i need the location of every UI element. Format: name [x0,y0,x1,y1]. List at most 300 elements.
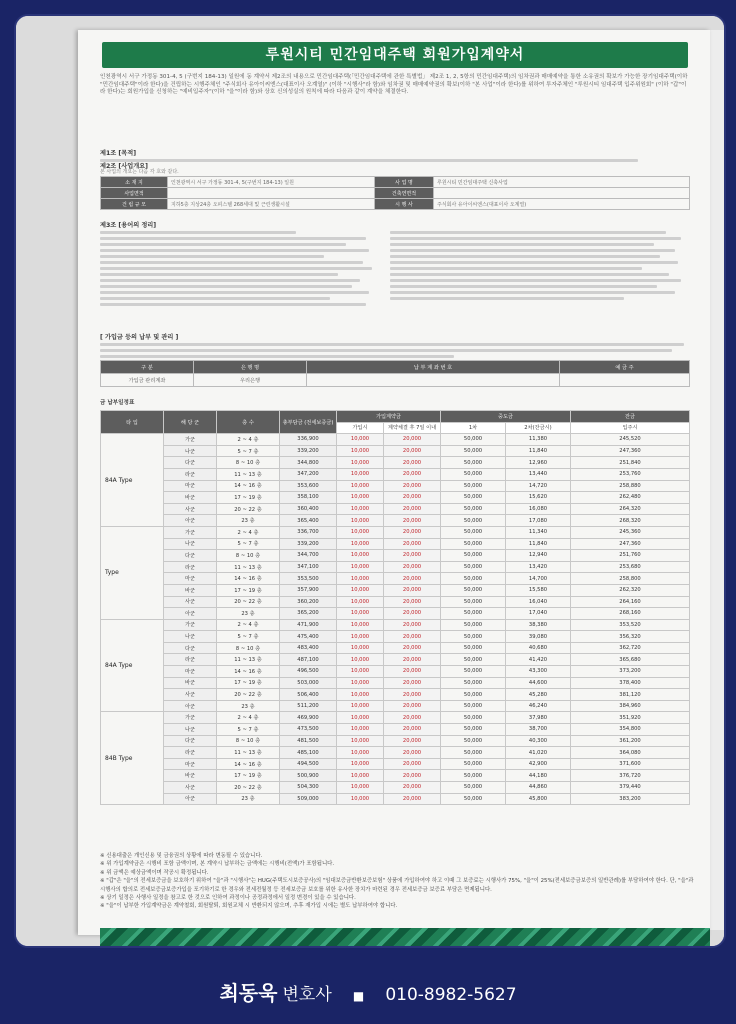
table-cell: 483,400 [280,642,337,654]
table-cell: 사군 [164,782,217,794]
table-cell: 10,000 [337,747,384,759]
account-header: 구 분 [101,361,194,374]
table-cell: 258,800 [571,573,690,585]
table-cell: 353,600 [280,480,337,492]
contract-page [78,30,710,935]
table-cell: 50,000 [441,584,506,596]
table-cell: 15,620 [506,492,571,504]
table-cell: 10,000 [337,782,384,794]
col-header-balance-a: 입주시 [571,422,690,434]
table-cell: 바군 [164,677,217,689]
overview-value: 인천광역시 서구 가정동 301-4, 5(구번지 184-13) 일원 [168,177,375,188]
section-4-body [100,340,690,361]
table-cell: 373,200 [571,666,690,678]
table-cell: 247,360 [571,445,690,457]
table-cell: 11 ~ 13 층 [217,561,280,573]
table-cell: 264,160 [571,596,690,608]
table-cell: 40,680 [506,642,571,654]
table-cell: 14 ~ 16 층 [217,573,280,585]
col-header-mid: 중도금 [441,411,571,423]
table-row [101,526,690,538]
table-cell: 471,900 [280,619,337,631]
table-cell: 20,000 [384,503,441,515]
table-cell: 10,000 [337,689,384,701]
table-cell: 20,000 [384,654,441,666]
table-cell: 247,360 [571,538,690,550]
table-cell: 485,100 [280,747,337,759]
table-cell: 10,000 [337,573,384,585]
table-cell: 10,000 [337,457,384,469]
footer-credit [0,955,736,1015]
table-row [101,573,690,585]
table-cell: 365,680 [571,654,690,666]
table-cell: 12,940 [506,550,571,562]
table-cell: 365,200 [280,608,337,620]
table-cell: 258,880 [571,480,690,492]
table-row [101,724,690,736]
table-cell: 아군 [164,515,217,527]
table-cell: 50,000 [441,550,506,562]
note-item: ※ "을"이 납부한 가입계약금은 계약철회, 회원탈퇴, 회원교체 시 반환되지 않으며, 추후 재가입 시에는 별도 납부하여야 합니다. [100,903,398,910]
section-4-heading: [ 가입금 등의 납부 및 관리 ] [100,334,179,341]
table-cell: 475,400 [280,631,337,643]
table-cell: 43,300 [506,666,571,678]
table-cell: 262,320 [571,584,690,596]
payment-schedule-table [100,410,690,805]
table-cell: 10,000 [337,758,384,770]
table-cell: 20,000 [384,515,441,527]
table-row [101,666,690,678]
table-cell: 10,000 [337,445,384,457]
table-cell: 50,000 [441,526,506,538]
table-cell: 50,000 [441,724,506,736]
table-row [101,515,690,527]
table-row [101,561,690,573]
table-cell: 17 ~ 19 층 [217,677,280,689]
table-cell: 10,000 [337,550,384,562]
table-cell: 5 ~ 7 층 [217,724,280,736]
table-cell: 가군 [164,526,217,538]
table-cell: 42,900 [506,758,571,770]
table-cell: 245,520 [571,434,690,446]
section-1-heading: 제1조 [목적] [100,150,137,157]
table-cell: 262,480 [571,492,690,504]
account-header: 납 부 계 좌 번 호 [307,361,560,374]
section-2-sub: 본 사업의 개요는 다음 각 호와 같다. [100,169,179,175]
table-cell: 라군 [164,654,217,666]
table-cell: 264,320 [571,503,690,515]
table-row [101,735,690,747]
table-cell: 8 ~ 10 층 [217,642,280,654]
table-cell: 14,700 [506,573,571,585]
table-cell: 라군 [164,561,217,573]
table-cell: 가군 [164,434,217,446]
table-cell: 17,080 [506,515,571,527]
lawyer-role: 변호사 [282,985,332,1005]
table-cell: 14 ~ 16 층 [217,758,280,770]
table-cell: 11,840 [506,445,571,457]
table-row [101,654,690,666]
table-cell: 50,000 [441,619,506,631]
table-cell: 20,000 [384,689,441,701]
account-cell [560,374,690,387]
table-cell: 20 ~ 22 층 [217,503,280,515]
section-3-heading: 제3조 [용어의 정리] [100,222,157,229]
table-cell: 20,000 [384,538,441,550]
table-cell: 336,900 [280,434,337,446]
table-cell: 251,840 [571,457,690,469]
note-item: ※ "갑"은 "을"의 전세보증금을 보호하기 위하여 "을"과 "시행사"는 HUG(주택도시보증공사)의 "임대보증금반환보증보험" 상품에 가입하여야 하고 이때 그 보증료는 시행사가 75%, "을"이 25%(전세보증금보증의 일반관례)를 부담하여야 한다. 단, "을"과 시행사의 합의로 전세보증금보증가입을 포기하기로 한 경우와 전세전월정 등 전세보증금 보호를 위한 유사한 장치가 마련된 경우 전세보증금 보증료 부담은 면제됩니다. [100,878,694,893]
table-cell: 13,420 [506,561,571,573]
table-cell: 20,000 [384,468,441,480]
table-cell: 17 ~ 19 층 [217,492,280,504]
col-header-join-a: 가입시 [337,422,384,434]
table-cell: 8 ~ 10 층 [217,457,280,469]
col-header-balance: 잔금 [571,411,690,423]
table-row [101,747,690,759]
note-item: ※ 신용대출은 개인신용 및 금융권의 상황에 따라 변동될 수 있습니다. [100,853,263,859]
table-cell: 20 ~ 22 층 [217,689,280,701]
table-cell: 360,200 [280,596,337,608]
table-cell: 10,000 [337,735,384,747]
table-cell: 20,000 [384,596,441,608]
col-header-type: 타 입 [101,411,164,434]
table-cell: 11 ~ 13 층 [217,654,280,666]
table-cell: 20,000 [384,642,441,654]
table-cell: 10,000 [337,526,384,538]
table-cell: 20,000 [384,480,441,492]
table-cell: 50,000 [441,561,506,573]
col-header-mid-a: 1차 [441,422,506,434]
table-cell: 347,100 [280,561,337,573]
document-title: 루원시티 민간임대주택 회원가입계약서 [265,47,525,63]
account-header: 은 행 명 [194,361,307,374]
table-cell: 10,000 [337,793,384,805]
table-cell: 50,000 [441,642,506,654]
table-cell: 344,700 [280,550,337,562]
col-header-join: 가입계약금 [337,411,441,423]
col-header-mid-b: 2차(잔금시) [506,422,571,434]
table-cell: 20,000 [384,666,441,678]
table-cell: 20,000 [384,724,441,736]
table-cell: 라군 [164,468,217,480]
account-cell [307,374,560,387]
table-cell: 20,000 [384,619,441,631]
lawyer-name: 최동욱 [219,981,278,1005]
table-cell: 365,400 [280,515,337,527]
overview-header: 건 립 규 모 [101,199,168,210]
overview-header: 시 행 사 [375,199,434,210]
decorative-pattern-band [100,928,710,946]
table-cell: 20 ~ 22 층 [217,782,280,794]
table-cell: 20,000 [384,561,441,573]
table-cell: 50,000 [441,700,506,712]
table-cell: 50,000 [441,735,506,747]
table-cell: 아군 [164,700,217,712]
table-cell: 39,080 [506,631,571,643]
table-cell: 10,000 [337,584,384,596]
table-cell: 17 ~ 19 층 [217,770,280,782]
overview-header: 사업면적 [101,188,168,199]
table-cell: 10,000 [337,596,384,608]
table-cell: 347,200 [280,468,337,480]
table-cell: 10,000 [337,619,384,631]
table-cell: 2 ~ 4 층 [217,526,280,538]
table-cell: 20,000 [384,434,441,446]
table-cell: 5 ~ 7 층 [217,631,280,643]
table-cell: 10,000 [337,654,384,666]
table-cell: 339,200 [280,538,337,550]
overview-value [168,188,375,199]
table-cell: 바군 [164,492,217,504]
table-cell: 5 ~ 7 층 [217,445,280,457]
table-cell: 379,440 [571,782,690,794]
table-cell: 16,080 [506,503,571,515]
table-cell: 50,000 [441,515,506,527]
table-row [101,689,690,701]
table-cell: 40,300 [506,735,571,747]
table-cell: 50,000 [441,654,506,666]
table-row [101,434,690,446]
table-cell: 20,000 [384,550,441,562]
table-row [101,550,690,562]
table-cell: 라군 [164,747,217,759]
section-3-body-left [100,228,380,309]
project-overview-table [100,176,690,210]
table-cell: 344,800 [280,457,337,469]
overview-value: 루원시티 민간임대주택 신축사업 [434,177,690,188]
unit-type-label: 84A Type [101,619,164,712]
table-row [101,457,690,469]
intro-paragraph: 인천광역시 서구 가정동 301-4, 5 (구번지 184-13) 일원에 동 계약서 제2조의 내용으로 민간임대주택(「민간임대주택에 관한 특별법」 제2조 1, 2, 5항의 민간임대주택)의 임차권과 매매예약을 통한 소유권의 확보가 가능한 장기임대주택(이하 "민간임대주택"이라 한다)을 건립하는 시행주체인 "주식회사 유아이씨엔스(대표이사 오계열)" (이하 "시행사"라 함)와 임차권 및 매매예약권의 확보(이하 "본 사업"이라 한다)를 위하여 투자주체인 "루원시티 임대주택 입주위원회" (이하 "갑"이라 한다)는 회원가입을 신청하는 "예비입주자"(이하 "을"이라 함)와 상호 신의성실의 원칙에 따라 다음과 같이 계약을 체결한다. [100,74,688,96]
table-cell: 20,000 [384,608,441,620]
table-cell: 10,000 [337,724,384,736]
unit-type-label: Type [101,526,164,619]
table-cell: 38,700 [506,724,571,736]
table-cell: 10,000 [337,712,384,724]
table-cell: 11 ~ 13 층 [217,468,280,480]
table-cell: 50,000 [441,480,506,492]
photo-frame [14,14,726,948]
table-cell: 14 ~ 16 층 [217,480,280,492]
table-cell: 바군 [164,770,217,782]
table-cell: 20,000 [384,677,441,689]
table-cell: 17,040 [506,608,571,620]
table-cell: 8 ~ 10 층 [217,550,280,562]
table-cell: 509,000 [280,793,337,805]
table-cell: 50,000 [441,596,506,608]
table-cell: 339,200 [280,445,337,457]
table-cell: 사군 [164,596,217,608]
col-header-floor: 층 수 [217,411,280,434]
table-row [101,492,690,504]
table-cell: 마군 [164,758,217,770]
section-2-heading: 제2조 [사업개요] [100,163,148,170]
table-cell: 다군 [164,457,217,469]
table-cell: 11,380 [506,434,571,446]
col-header-join-b: 계약체결 후 7일 이내 [384,422,441,434]
table-cell: 37,980 [506,712,571,724]
table-cell: 251,760 [571,550,690,562]
table-cell: 50,000 [441,782,506,794]
table-cell: 50,000 [441,712,506,724]
table-cell: 41,020 [506,747,571,759]
table-cell: 44,600 [506,677,571,689]
account-cell: 우리은행 [194,374,307,387]
schedule-caption: 금 납부일정표 [100,400,135,406]
table-cell: 253,760 [571,468,690,480]
section-1-body [100,156,660,165]
table-cell: 20,000 [384,573,441,585]
table-cell: 20,000 [384,492,441,504]
table-cell: 20,000 [384,770,441,782]
table-cell: 268,320 [571,515,690,527]
table-cell: 376,720 [571,770,690,782]
table-cell: 353,500 [280,573,337,585]
table-cell: 마군 [164,573,217,585]
table-cell: 14,720 [506,480,571,492]
table-cell: 356,320 [571,631,690,643]
table-cell: 50,000 [441,457,506,469]
table-cell: 10,000 [337,434,384,446]
table-cell: 13,440 [506,468,571,480]
table-cell: 다군 [164,550,217,562]
table-cell: 353,520 [571,619,690,631]
table-cell: 20,000 [384,526,441,538]
table-cell: 50,000 [441,770,506,782]
table-row [101,468,690,480]
table-cell: 494,500 [280,758,337,770]
table-cell: 50,000 [441,538,506,550]
table-row [101,642,690,654]
table-cell: 10,000 [337,700,384,712]
table-cell: 20,000 [384,735,441,747]
separator-icon: ■ [352,988,365,1003]
table-row [101,677,690,689]
table-cell: 10,000 [337,538,384,550]
table-cell: 10,000 [337,608,384,620]
table-cell: 45,800 [506,793,571,805]
table-cell: 500,900 [280,770,337,782]
overview-value [434,188,690,199]
phone-number: 010-8982-5627 [385,985,517,1005]
section-3-body-right [390,228,690,303]
table-row [101,480,690,492]
table-cell: 46,240 [506,700,571,712]
table-cell: 가군 [164,712,217,724]
table-cell: 50,000 [441,434,506,446]
table-cell: 10,000 [337,561,384,573]
overview-header: 사 업 명 [375,177,434,188]
table-cell: 503,000 [280,677,337,689]
table-cell: 사군 [164,689,217,701]
table-cell: 50,000 [441,445,506,457]
table-cell: 50,000 [441,503,506,515]
table-cell: 12,960 [506,457,571,469]
table-cell: 14 ~ 16 층 [217,666,280,678]
table-row [101,619,690,631]
table-cell: 16,040 [506,596,571,608]
table-cell: 23 층 [217,515,280,527]
table-cell: 504,300 [280,782,337,794]
note-item: ※ 위 가입계약금은 시행비 포함 금액이며, 본 계약시 납부하는 금액에는 시행비(전액)가 포함됩니다. [100,861,335,868]
table-cell: 253,680 [571,561,690,573]
table-cell: 20,000 [384,457,441,469]
table-cell: 10,000 [337,515,384,527]
table-cell: 아군 [164,608,217,620]
table-row [101,631,690,643]
table-cell: 20,000 [384,584,441,596]
note-item: ※ 상기 일정은 사행사 일정을 참고로 한 것으로 인하여 과정이나 공정과정에서 일정 변경이 있을 수 있습니다. [100,895,356,902]
unit-type-label: 84A Type [101,434,164,527]
table-cell: 5 ~ 7 층 [217,538,280,550]
table-cell: 11,840 [506,538,571,550]
table-cell: 360,400 [280,503,337,515]
table-cell: 10,000 [337,492,384,504]
table-cell: 다군 [164,642,217,654]
table-cell: 50,000 [441,793,506,805]
table-cell: 17 ~ 19 층 [217,584,280,596]
table-cell: 20,000 [384,793,441,805]
table-cell: 50,000 [441,468,506,480]
table-cell: 20,000 [384,445,441,457]
table-cell: 38,380 [506,619,571,631]
table-cell: 11,340 [506,526,571,538]
table-cell: 10,000 [337,666,384,678]
table-cell: 358,100 [280,492,337,504]
overview-value: 지하5층 지상24층 오피스텔 268세대 및 근린생활시설 [168,199,375,210]
table-cell: 41,420 [506,654,571,666]
table-cell: 371,600 [571,758,690,770]
table-cell: 487,100 [280,654,337,666]
table-row [101,503,690,515]
unit-type-label: 84B Type [101,712,164,805]
table-cell: 381,120 [571,689,690,701]
table-cell: 50,000 [441,747,506,759]
table-cell: 10,000 [337,468,384,480]
overview-header: 건축연면적 [375,188,434,199]
overview-value: 주식회사 유아이씨엔스(대표이사 오계열) [434,199,690,210]
table-cell: 506,400 [280,689,337,701]
table-cell: 10,000 [337,480,384,492]
table-cell: 15,580 [506,584,571,596]
table-cell: 336,700 [280,526,337,538]
table-row [101,758,690,770]
table-cell: 50,000 [441,631,506,643]
table-row [101,770,690,782]
table-cell: 마군 [164,666,217,678]
table-cell: 23 층 [217,793,280,805]
table-cell: 2 ~ 4 층 [217,712,280,724]
table-cell: 245,360 [571,526,690,538]
table-cell: 50,000 [441,492,506,504]
table-cell: 481,500 [280,735,337,747]
table-cell: 바군 [164,584,217,596]
table-cell: 나군 [164,445,217,457]
table-row [101,608,690,620]
table-cell: 268,160 [571,608,690,620]
table-row [101,538,690,550]
title-banner [102,42,688,68]
table-cell: 10,000 [337,770,384,782]
table-cell: 2 ~ 4 층 [217,434,280,446]
table-cell: 2 ~ 4 층 [217,619,280,631]
table-cell: 354,800 [571,724,690,736]
table-cell: 511,200 [280,700,337,712]
table-cell: 나군 [164,538,217,550]
table-cell: 20,000 [384,747,441,759]
table-row [101,712,690,724]
